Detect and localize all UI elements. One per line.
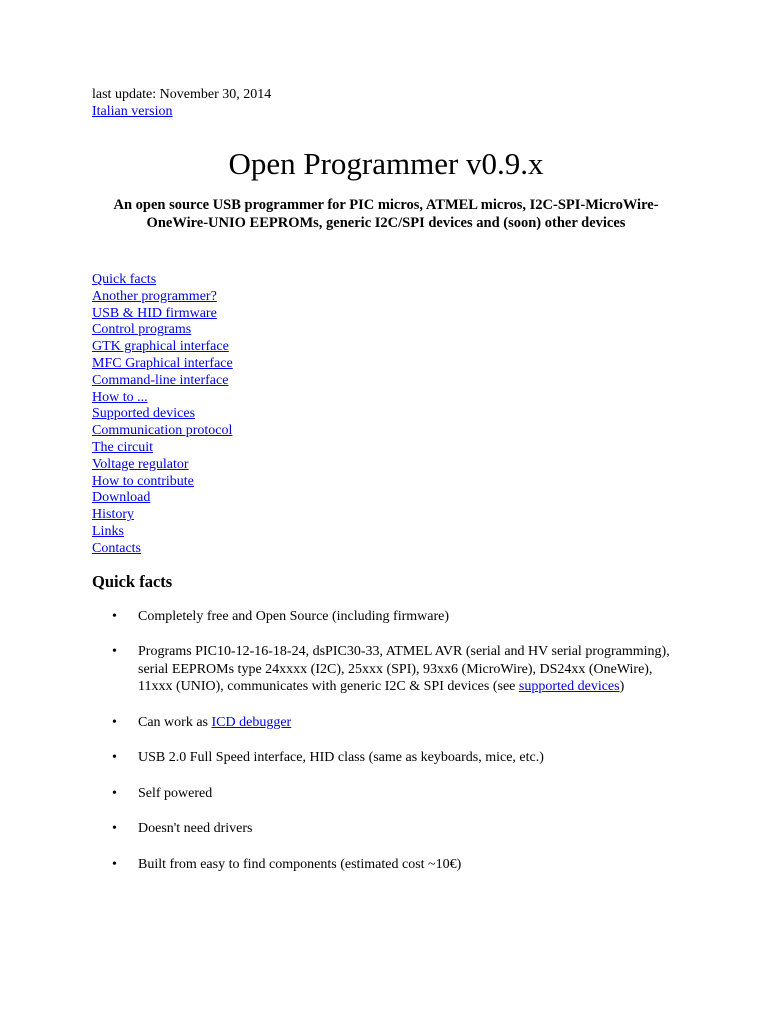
- toc-link-control-programs[interactable]: Control programs: [92, 322, 192, 338]
- page-title: Open Programmer v0.9.x: [228, 146, 544, 181]
- last-update-text: last update: November 30, 2014: [92, 87, 272, 102]
- toc-link-usb-hid-firmware[interactable]: USB & HID firmware: [92, 305, 217, 321]
- table-of-contents: [92, 272, 680, 558]
- toc-link-gtk-interface[interactable]: GTK graphical interface: [92, 339, 229, 355]
- bullet-icon: •: [112, 821, 117, 837]
- toc-item: [92, 474, 680, 491]
- fact-programs-text: Programs PIC10-12-16-18-24, dsPIC30-33, ATMEL AVR (serial and HV serial programming), serial EEPROMs type 24xxxx (I2C), 25xxx (SPI), 93xx6 (MicroWire), DS24xx (OneWire), 11xxx (UNIO), communicates with generic I2C & SPI devices (see: [138, 644, 670, 695]
- document-page: [92, 86, 680, 891]
- toc-link-communication-protocol[interactable]: Communication protocol: [92, 423, 233, 439]
- toc-item: [92, 289, 680, 306]
- toc-item: [92, 356, 680, 373]
- toc-item: [92, 507, 680, 524]
- toc-link-links[interactable]: Links: [92, 523, 124, 539]
- fact-programs-end: ): [619, 679, 625, 695]
- bullet-icon: •: [112, 856, 117, 872]
- list-item: [92, 643, 680, 696]
- bullet-icon: •: [112, 750, 117, 766]
- toc-item: [92, 272, 680, 289]
- toc-item: [92, 490, 680, 507]
- toc-link-contacts[interactable]: Contacts: [92, 540, 141, 556]
- toc-item: [92, 306, 680, 323]
- fact-powered-text: Self powered: [138, 785, 213, 801]
- fact-usb-text: USB 2.0 Full Speed interface, HID class (same as keyboards, mice, etc.): [138, 750, 544, 766]
- fact-components-text: Built from easy to find components (estimated cost ~10€): [138, 856, 462, 872]
- list-item: [92, 856, 680, 874]
- toc-item: [92, 373, 680, 390]
- toc-link-supported-devices[interactable]: Supported devices: [92, 406, 196, 422]
- bullet-icon: •: [112, 714, 117, 730]
- list-item: [92, 785, 680, 803]
- toc-link-mfc-interface[interactable]: MFC Graphical interface: [92, 355, 233, 371]
- bullet-icon: •: [112, 785, 117, 801]
- toc-item: [92, 322, 680, 339]
- page-subtitle: An open source USB programmer for PIC micros, ATMEL micros, I2C-SPI-MicroWire-OneWire-UNIO EEPROMs, generic I2C/SPI devices and (soon) other devices: [113, 197, 659, 231]
- toc-item: [92, 406, 680, 423]
- bullet-icon: •: [112, 644, 117, 660]
- toc-link-history[interactable]: History: [92, 507, 134, 523]
- quick-facts-heading: Quick facts: [92, 571, 173, 591]
- quick-facts-list: [92, 608, 680, 874]
- list-item: [92, 749, 680, 767]
- list-item: [92, 714, 680, 732]
- toc-item: [92, 457, 680, 474]
- toc-link-the-circuit[interactable]: The circuit: [92, 439, 154, 455]
- toc-item: [92, 440, 680, 457]
- list-item: [92, 608, 680, 626]
- fact-drivers-text: Doesn't need drivers: [138, 821, 253, 837]
- icd-debugger-link[interactable]: ICD debugger: [211, 714, 292, 730]
- fact-free-text: Completely free and Open Source (including firmware): [138, 608, 450, 624]
- toc-link-command-line[interactable]: Command-line interface: [92, 372, 229, 388]
- toc-link-quick-facts[interactable]: Quick facts: [92, 272, 157, 287]
- toc-link-how-to-contribute[interactable]: How to contribute: [92, 473, 194, 489]
- toc-link-download[interactable]: Download: [92, 490, 151, 506]
- toc-link-another-programmer[interactable]: Another programmer?: [92, 288, 217, 304]
- fact-icd-text: Can work as: [138, 714, 212, 730]
- toc-link-how-to[interactable]: How to ...: [92, 389, 148, 405]
- italian-version-link[interactable]: Italian version: [92, 104, 173, 119]
- list-item: [92, 820, 680, 838]
- toc-item: [92, 524, 680, 541]
- toc-link-voltage-regulator[interactable]: Voltage regulator: [92, 456, 189, 472]
- toc-item: [92, 390, 680, 407]
- bullet-icon: •: [112, 608, 117, 624]
- toc-item: [92, 423, 680, 440]
- toc-item: [92, 541, 680, 558]
- supported-devices-link[interactable]: supported devices: [518, 679, 620, 695]
- toc-item: [92, 339, 680, 356]
